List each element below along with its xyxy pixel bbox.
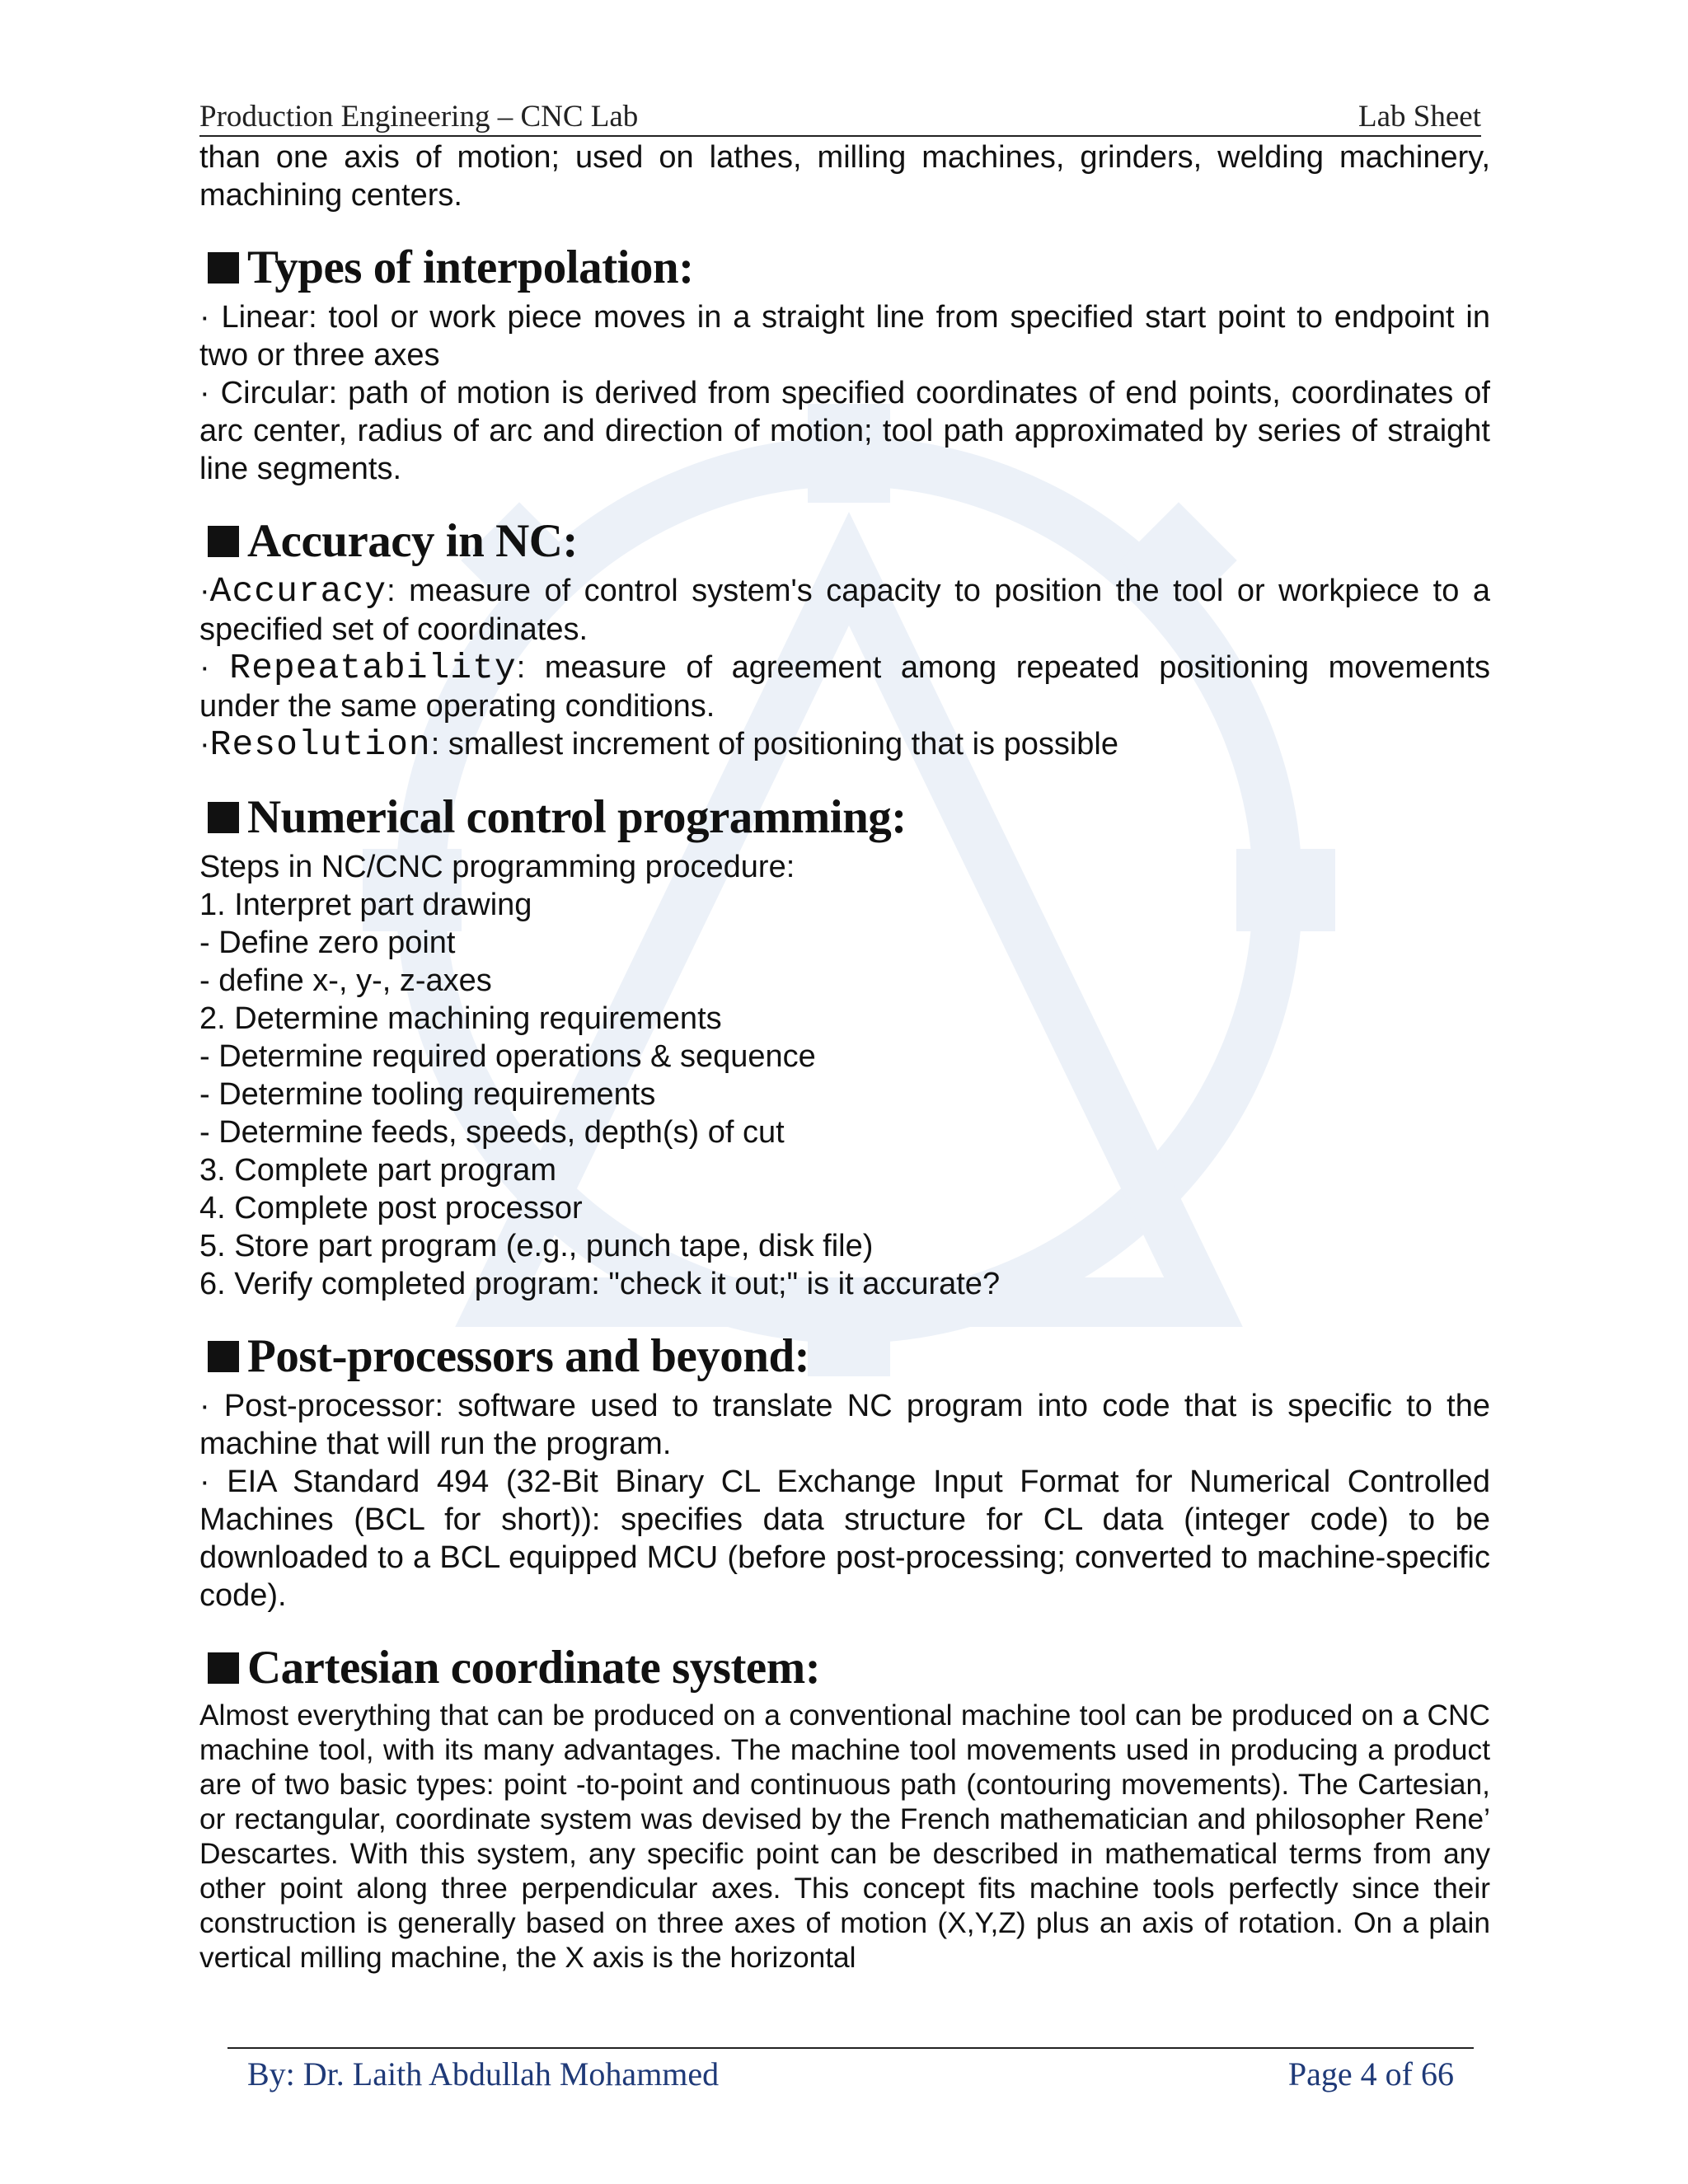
square-bullet-icon: [208, 802, 239, 833]
section-accuracy: [199, 513, 1490, 764]
footer-page-number: Page 4 of 66: [1287, 2055, 1454, 2093]
resolution-term: Resolution: [209, 724, 431, 765]
programming-steps-list: [199, 886, 1490, 1303]
heading-text: Types of interpolation:: [247, 241, 694, 293]
heading-text: Post-processors and beyond:: [247, 1330, 810, 1382]
section-heading: [199, 239, 1490, 297]
header-sheet-label: Lab Sheet: [1358, 100, 1481, 134]
section-post-processors: [199, 1328, 1490, 1615]
interpolation-circular: · Circular: path of motion is derived from specified coordinates of end points, coordinates of arc center, radius of arc and direction of motion; tool path approximated by series of straight line segments.: [199, 376, 1490, 486]
footer-author: By: Dr. Laith Abdullah Mohammed: [247, 2055, 720, 2093]
accuracy-item: [199, 572, 1490, 649]
list-item: 3. Complete part program: [199, 1153, 556, 1188]
programming-intro: Steps in NC/CNC programming procedure:: [199, 850, 795, 884]
item-bullet: ·: [199, 574, 210, 608]
intro-paragraph: than one axis of motion; used on lathes, milling machines, grinders, welding machinery, machining centers.: [199, 140, 1490, 213]
cartesian-paragraph: Almost everything that can be produced on a conventional machine tool can be produced on a CNC machine tool, with its many advantages. The machine tool movements used in producing a product are of two basic types: point -to-point and continuous path (contouring movements). The Cartesian, or rectangular, coordinate system was devised by the French mathematician and philosopher Rene’ Descartes. With this system, any specific point can be described in mathematical terms from any other point along three perpendicular axes. This concept fits machine tools perfectly since their construction is generally based on three axes of motion (X,Y,Z) plus an axis of rotation. On a plain vertical milling machine, the X axis is the horizontal: [199, 1699, 1490, 1974]
post-processor-item: · Post-processor: software used to translate NC program into code that is specific to the machine that will run the program.: [199, 1389, 1490, 1461]
square-bullet-icon: [208, 1652, 239, 1684]
page-header: [199, 97, 1481, 137]
list-item: 6. Verify completed program: "check it out;" is it accurate?: [199, 1267, 1001, 1301]
list-item: - Determine tooling requirements: [199, 1077, 656, 1112]
eia-standard-item: · EIA Standard 494 (32-Bit Binary CL Exchange Input Format for Numerical Controlled Machines (BCL for short)): specifies data structure for CL data (integer code) to be downloaded to a BCL equipped MCU (before post-processing; converted to machine-specific code).: [199, 1465, 1490, 1613]
header-course-title: Production Engineering – CNC Lab: [199, 100, 639, 134]
accuracy-definition: : measure of control system's capacity to position the tool or workpiece to a specified set of coordinates.: [199, 574, 1490, 647]
heading-text: Cartesian coordinate system:: [247, 1642, 821, 1694]
list-item: - Define zero point: [199, 926, 456, 960]
repeatability-definition: : measure of agreement among repeated positioning movements under the same operating conditions.: [199, 650, 1490, 724]
repeatability-term: Repeatability: [229, 648, 517, 688]
repeatability-item: [199, 649, 1490, 725]
page-content: [199, 138, 1490, 1975]
interpolation-linear: · Linear: tool or work piece moves in a straight line from specified start point to endpoint in two or three axes: [199, 300, 1490, 373]
heading-text: Numerical control programming:: [247, 791, 907, 843]
section-nc-programming: [199, 789, 1490, 1303]
page-footer: [227, 2047, 1474, 2097]
square-bullet-icon: [208, 1341, 239, 1372]
section-heading: [199, 1328, 1490, 1385]
section-cartesian: [199, 1639, 1490, 1975]
section-heading: [199, 789, 1490, 846]
list-item: - define x-, y-, z-axes: [199, 963, 492, 998]
list-item: - Determine required operations & sequence: [199, 1039, 816, 1074]
list-item: 4. Complete post processor: [199, 1191, 583, 1226]
accuracy-term: Accuracy: [209, 571, 387, 612]
resolution-definition: : smallest increment of positioning that is possible: [430, 727, 1118, 762]
item-bullet: ·: [199, 727, 210, 762]
list-item: - Determine feeds, speeds, depth(s) of cut: [199, 1115, 785, 1150]
section-heading: [199, 1639, 1490, 1697]
heading-text: Accuracy in NC:: [247, 515, 578, 567]
section-interpolation: [199, 239, 1490, 488]
section-heading: [199, 513, 1490, 570]
square-bullet-icon: [208, 252, 239, 284]
square-bullet-icon: [208, 526, 239, 557]
list-item: 2. Determine machining requirements: [199, 1001, 722, 1036]
resolution-item: [199, 725, 1490, 764]
list-item: 1. Interpret part drawing: [199, 888, 532, 922]
item-bullet: ·: [199, 650, 210, 685]
list-item: 5. Store part program (e.g., punch tape, disk file): [199, 1229, 874, 1263]
